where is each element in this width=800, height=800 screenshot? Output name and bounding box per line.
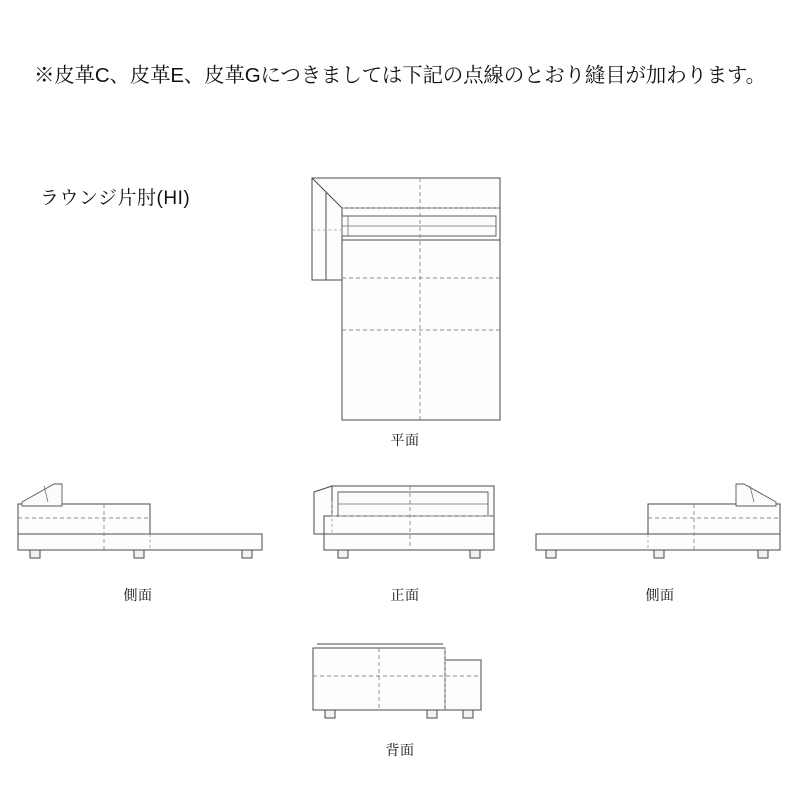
view-plan-drawing [300, 170, 520, 420]
caption-side-right: 側面 [645, 587, 675, 603]
view-side-right-drawing [534, 472, 784, 568]
view-front-drawing [310, 472, 500, 568]
seam-note-text: ※皮革C、皮革E、皮革Gにつきましては下記の点線のとおり縫目が加わります。 [34, 64, 766, 87]
caption-front: 正面 [390, 587, 420, 603]
caption-plan: 平面 [390, 432, 420, 448]
caption-back: 背面 [385, 742, 415, 758]
caption-side-left: 側面 [123, 587, 153, 603]
model-title: ラウンジ片肘(HI) [40, 188, 191, 209]
view-back-drawing [295, 630, 495, 726]
view-side-left-drawing [14, 472, 264, 568]
